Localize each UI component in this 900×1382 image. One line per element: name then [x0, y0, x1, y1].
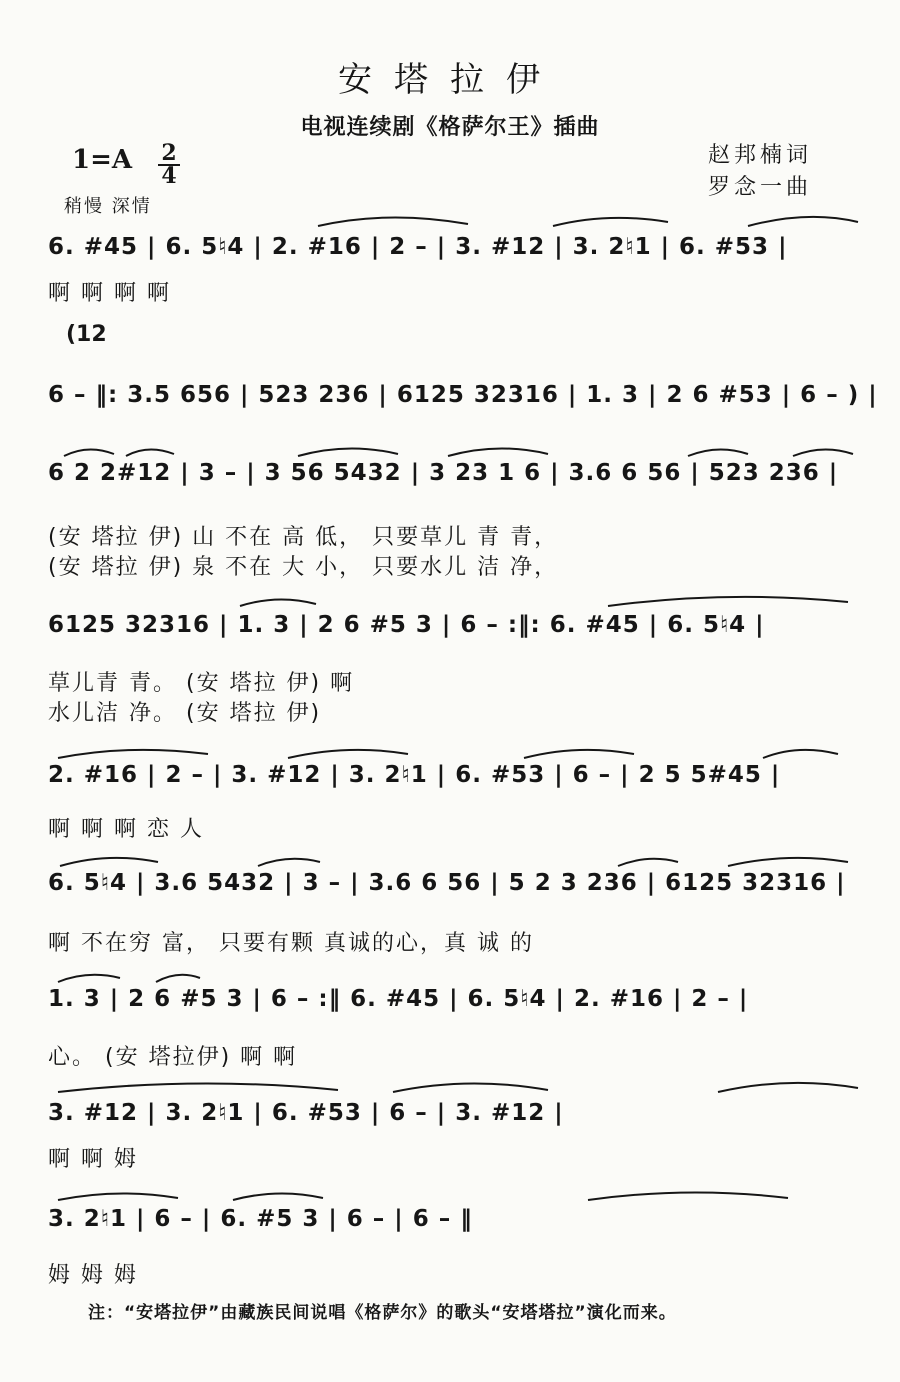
notation-line: 1. 3 | 2 6 #5 3 | 6 – :‖ 6. #45 | 6. 5♮4 | 2. #16 | 2 – |	[48, 986, 749, 1012]
score-system-9	[48, 1186, 858, 1276]
lyric-line: 啊 啊 啊 恋 人	[48, 817, 204, 842]
tempo-marking: 稍慢 深情	[64, 196, 152, 217]
notation-line: 6 2 2#12 | 3 – | 3 56 5432 | 3 23 1 6 | 3.6 6 56 | 523 236 |	[48, 460, 839, 486]
lyric-line: 啊 不在穷 富， 只要有颗 真诚的心，真 诚 的	[48, 931, 534, 956]
score-system-2	[48, 362, 878, 452]
notation-line: 3. 2♮1 | 6 – | 6. #5 3 | 6 – | 6 – ‖	[48, 1206, 473, 1232]
lyric-line-verse-1: (安 塔拉 伊) 山 不在 高 低， 只要草儿 青 青，	[48, 525, 559, 550]
lyric-line: 心。 (安 塔拉伊) 啊 啊	[48, 1045, 298, 1070]
lyricist-credit: 赵邦楠词	[708, 143, 813, 168]
notation-line: 2. #16 | 2 – | 3. #12 | 3. 2♮1 | 6. #53 | 6 – | 2 5 5#45 |	[48, 762, 781, 788]
time-signature	[158, 140, 180, 189]
score-system-8	[48, 1080, 858, 1170]
song-title: 安塔拉伊	[338, 60, 562, 100]
lyric-line-verse-1: 草儿青 青。 (安 塔拉 伊) 啊	[48, 671, 355, 696]
notation-line: 6. 5♮4 | 3.6 5432 | 3 – | 3.6 6 56 | 5 2 3 236 | 6125 32316 |	[48, 870, 846, 896]
notation-line: 6 – ‖: 3.5 656 | 523 236 | 6125 32316 | 1. 3 | 2 6 #53 | 6 – ) |	[48, 382, 878, 408]
notation-line: 6125 32316 | 1. 3 | 2 6 #5 3 | 6 – :‖: 6. #45 | 6. 5♮4 |	[48, 612, 765, 638]
score-system-3	[48, 440, 858, 530]
notation-line: 3. #12 | 3. 2♮1 | 6. #53 | 6 – | 3. #12 |	[48, 1100, 564, 1126]
ending-mark: (12	[66, 322, 107, 347]
lyric-line-verse-2: (安 塔拉 伊) 泉 不在 大 小， 只要水儿 洁 净，	[48, 555, 559, 580]
time-signature-top: 2	[161, 140, 177, 166]
song-subtitle: 电视连续剧《格萨尔王》插曲	[300, 115, 600, 140]
key-signature: 1=A	[72, 145, 133, 175]
time-signature-bottom: 4	[158, 164, 180, 187]
footnote: 注：“安塔拉伊”由藏族民间说唱《格萨尔》的歌头“安塔塔拉”演化而来。	[88, 1303, 677, 1323]
composer-credit: 罗念一曲	[708, 175, 813, 200]
notation-line: 6. #45 | 6. 5♮4 | 2. #16 | 2 – | 3. #12 | 3. 2♮1 | 6. #53 |	[48, 234, 788, 260]
lyric-line-verse-2: 水儿洁 净。 (安 塔拉 伊)	[48, 701, 322, 726]
lyric-line: 姆 姆 姆	[48, 1263, 138, 1288]
lyric-line: 啊 啊 啊 啊	[48, 281, 171, 306]
lyric-line: 啊 啊 姆	[48, 1147, 138, 1172]
